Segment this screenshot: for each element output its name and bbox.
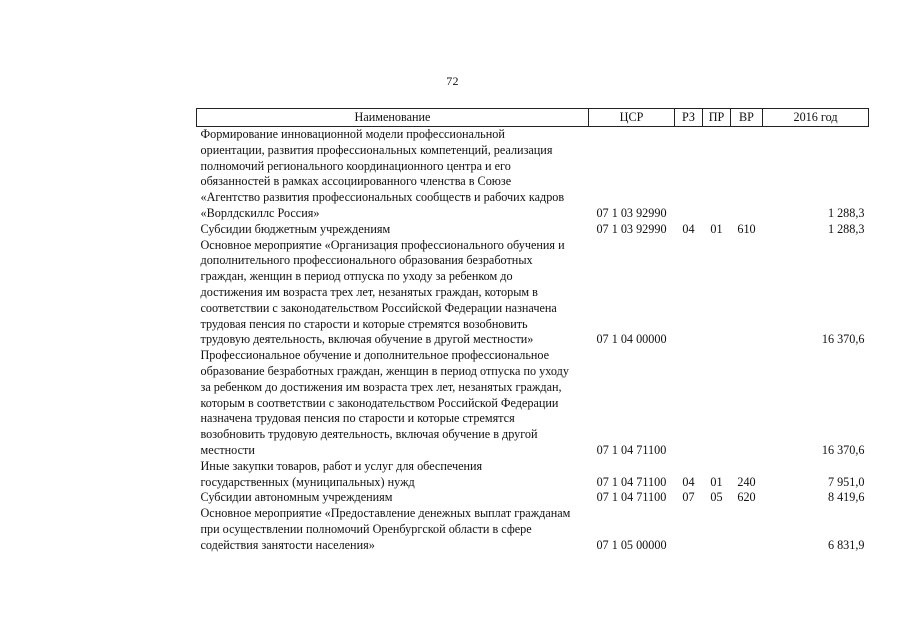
header-pr: ПР xyxy=(703,109,731,127)
row-rz: 04 xyxy=(682,221,695,236)
row-vr xyxy=(731,506,763,553)
row-name: Субсидии автономным учреждениям xyxy=(200,490,393,505)
table-row xyxy=(197,459,869,491)
row-csr: 07 1 03 92990 xyxy=(596,205,667,220)
row-csr: 07 1 04 71100 xyxy=(596,474,667,489)
row-name: Основное мероприятие «Предоставление денежных выплат гражданам при осуществлении полномочий Оренбургской области в сфере содействия занятости населения» xyxy=(200,506,571,552)
row-csr: 07 1 04 71100 xyxy=(596,490,667,505)
row-rz xyxy=(675,127,703,222)
row-name: Профессиональное обучение и дополнительное профессиональное образование безработных граждан, женщин в период отпуска по уходу за ребенком до достижения им возраста трех лет, незанятых граждан, которым в соответствии с законодательством Российской Федерации назначена трудовая пенсия по старости и которые стремятся возобновить трудовую деятельность, включая обучение в другой местности xyxy=(200,348,569,457)
row-rz xyxy=(675,238,703,349)
row-vr xyxy=(731,127,763,222)
row-vr: 610 xyxy=(737,221,756,236)
row-amount: 1 288,3 xyxy=(827,205,865,220)
table-row xyxy=(197,506,869,553)
row-pr xyxy=(703,506,731,553)
row-rz xyxy=(675,506,703,553)
table-row xyxy=(197,238,869,349)
row-amount: 1 288,3 xyxy=(827,221,865,236)
row-vr xyxy=(731,238,763,349)
row-pr xyxy=(703,238,731,349)
row-csr: 07 1 04 71100 xyxy=(596,442,667,457)
header-amount: 2016 год xyxy=(763,109,869,127)
row-pr: 05 xyxy=(710,490,723,505)
row-csr: 07 1 03 92990 xyxy=(596,221,667,236)
header-vr: ВР xyxy=(731,109,763,127)
table-body xyxy=(197,127,869,554)
table-row xyxy=(197,127,869,222)
budget-table xyxy=(196,108,869,554)
table-row xyxy=(197,348,869,459)
row-name: Формирование инновационной модели профессиональной ориентации, развития профессиональных компетенций, реализация полномочий регионального координационного центра и его обязанностей в рамках ассоциированного членства в Союзе «Агентство развития профессиональных сообществ и рабочих кадров «Ворлдскиллс Россия» xyxy=(200,127,565,220)
row-rz xyxy=(675,348,703,459)
row-rz: 07 xyxy=(682,490,695,505)
row-name: Основное мероприятие «Организация профессионального обучения и дополнительного профессионального образования безработных граждан, женщин в период отпуска по уходу за ребенком до достижения им возраста трех лет, незанятых граждан, которым в соответствии с законодательством Российской Федерации назначена трудовая пенсия по старости и которые стремятся возобновить трудовую деятельность, включая обучение в другой местности» xyxy=(200,237,565,347)
header-rz: РЗ xyxy=(675,109,703,127)
row-vr: 240 xyxy=(737,474,756,489)
header-csr: ЦСР xyxy=(589,109,675,127)
header-name: Наименование xyxy=(197,109,589,127)
row-amount: 16 370,6 xyxy=(821,332,865,347)
row-amount: 7 951,0 xyxy=(827,474,865,489)
row-vr xyxy=(731,348,763,459)
page-number: 72 xyxy=(446,74,459,88)
header-row xyxy=(197,109,869,127)
table-header xyxy=(197,109,869,127)
row-csr: 07 1 05 00000 xyxy=(596,537,667,552)
table-row xyxy=(197,490,869,506)
row-pr xyxy=(703,348,731,459)
row-name: Иные закупки товаров, работ и услуг для обеспечения государственных (муниципальных) нужд xyxy=(200,458,483,489)
row-vr: 620 xyxy=(737,490,756,505)
table-row xyxy=(197,222,869,238)
row-pr: 01 xyxy=(710,474,723,489)
row-pr xyxy=(703,127,731,222)
row-amount: 8 419,6 xyxy=(827,490,865,505)
row-pr: 01 xyxy=(710,221,723,236)
row-name: Субсидии бюджетным учреждениям xyxy=(200,221,391,236)
row-rz: 04 xyxy=(682,474,695,489)
row-csr: 07 1 04 00000 xyxy=(596,332,667,347)
row-amount: 6 831,9 xyxy=(827,537,865,552)
row-amount: 16 370,6 xyxy=(821,442,865,457)
